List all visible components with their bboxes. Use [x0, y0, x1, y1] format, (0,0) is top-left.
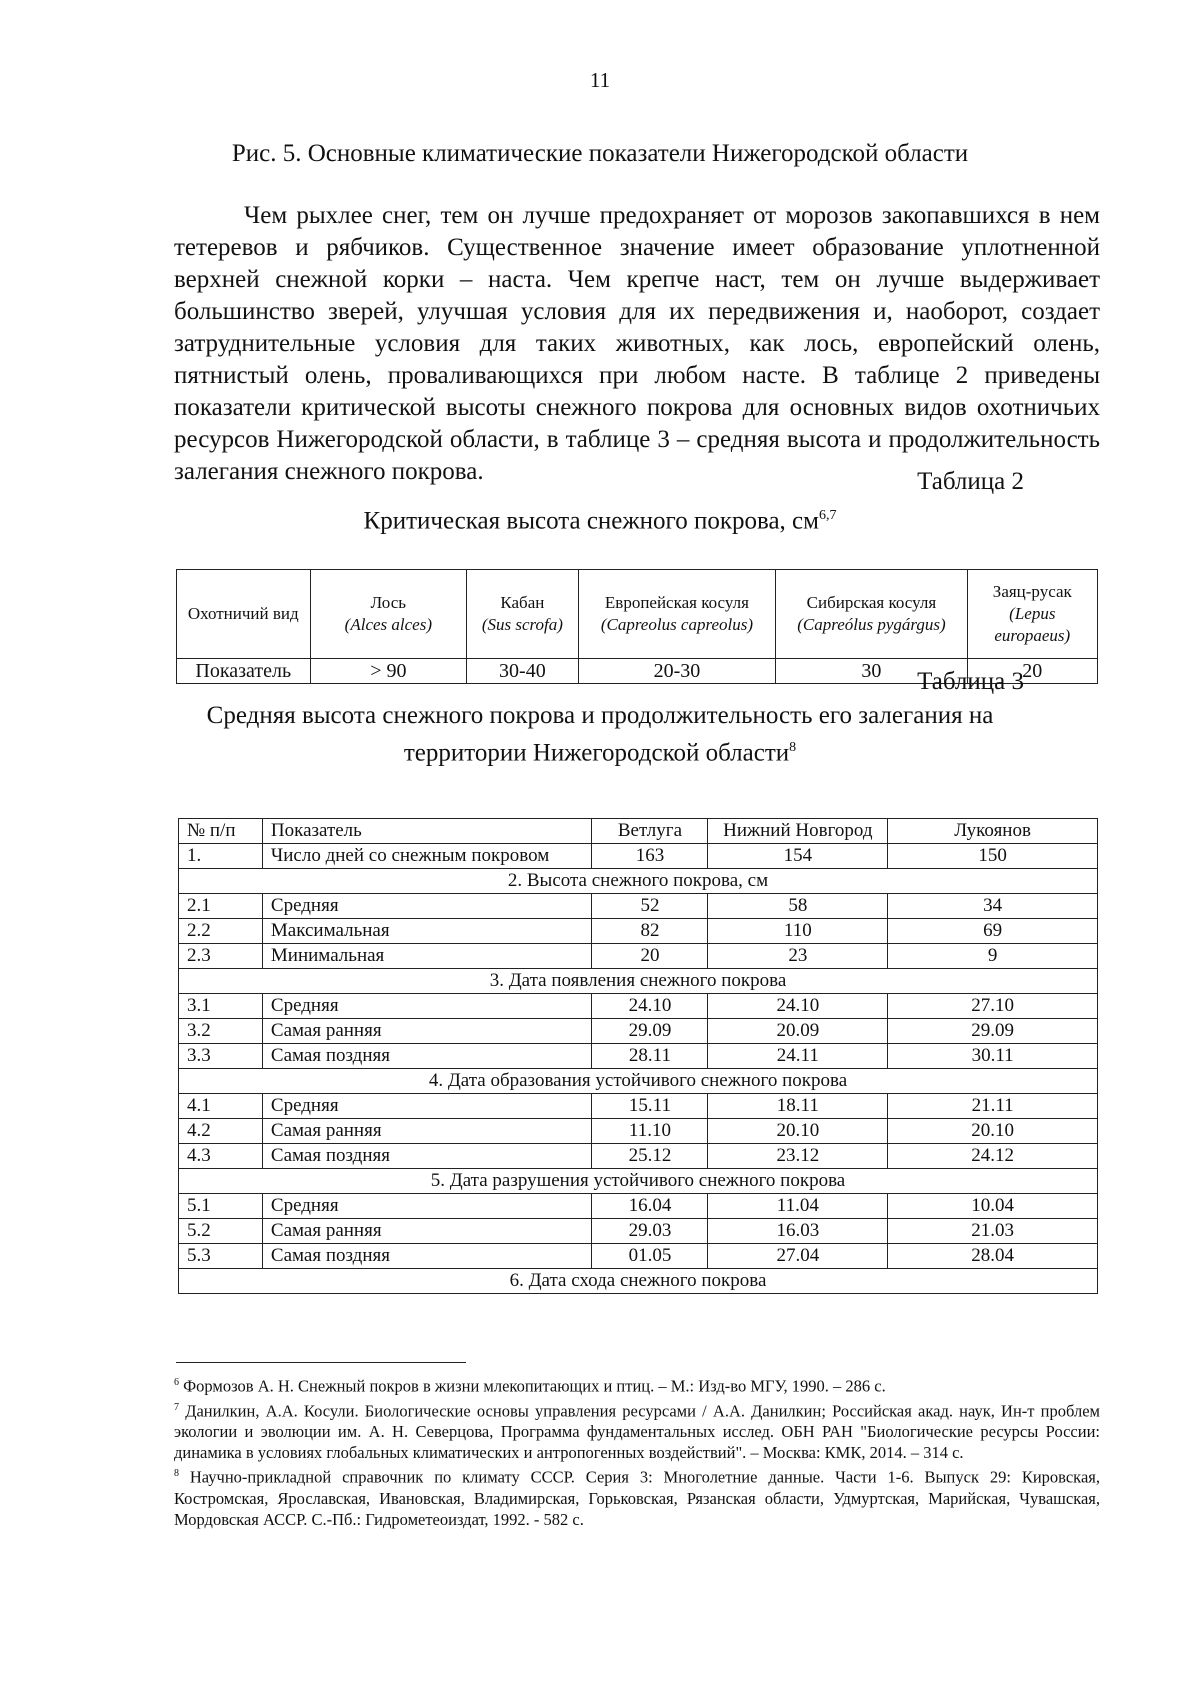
table2-cell: 30 — [776, 659, 967, 684]
table2-header-cell: Лось (Alces alces) — [310, 570, 467, 659]
table3-cell: 24.12 — [888, 1144, 1098, 1169]
table3-header-cell: Нижний Новгород — [708, 819, 888, 844]
table2-header-cell: Охотничий вид — [177, 570, 311, 659]
table3-cell: 3.1 — [179, 994, 263, 1019]
table3-cell: 20.10 — [708, 1119, 888, 1144]
table3-cell: 25.12 — [592, 1144, 708, 1169]
table3-cell: 20.10 — [888, 1119, 1098, 1144]
table-section-row — [179, 869, 1098, 894]
table3-cell: 28.04 — [888, 1244, 1098, 1269]
table2-cell: 20 — [967, 659, 1097, 684]
table3-cell: 15.11 — [592, 1094, 708, 1119]
table3-header-cell: Ветлуга — [592, 819, 708, 844]
table3-cell: 29.09 — [592, 1019, 708, 1044]
table-row — [179, 1044, 1098, 1069]
table2-cell: 30-40 — [467, 659, 578, 684]
footnotes — [174, 1372, 1100, 1530]
table3-cell: 5.2 — [179, 1219, 263, 1244]
table-row — [179, 1144, 1098, 1169]
table3-cell: 34 — [888, 894, 1098, 919]
table3-cell: Самая поздняя — [262, 1044, 592, 1069]
table3-cell: 58 — [708, 894, 888, 919]
table3-cell: 20.09 — [708, 1019, 888, 1044]
table3-cell: 28.11 — [592, 1044, 708, 1069]
critical-snow-depth-table — [176, 569, 1098, 684]
table3-cell: 82 — [592, 919, 708, 944]
table3-cell: 18.11 — [708, 1094, 888, 1119]
table3-header-cell: Лукоянов — [888, 819, 1098, 844]
table2-header-cell: Заяц-русак (Lepus europaeus) — [967, 570, 1097, 659]
table2-title — [0, 500, 1200, 537]
table-row — [179, 1094, 1098, 1119]
table-section-title: 5. Дата разрушения устойчивого снежного покрова — [179, 1169, 1098, 1194]
table2-footnote-ref: 6,7 — [818, 508, 837, 523]
table-section-title: 3. Дата появления снежного покрова — [179, 969, 1098, 994]
table-row — [179, 844, 1098, 869]
table-row — [179, 1219, 1098, 1244]
table3-cell: 2.2 — [179, 919, 263, 944]
table3-cell: Средняя — [262, 894, 592, 919]
table3-cell: 27.10 — [888, 994, 1098, 1019]
table3-cell: 23 — [708, 944, 888, 969]
table-section-title: 2. Высота снежного покрова, см — [179, 869, 1098, 894]
table-section-title: 4. Дата образования устойчивого снежного покрова — [179, 1069, 1098, 1094]
figure-caption: Рис. 5. Основные климатические показатели Нижегородской области — [231, 140, 969, 167]
table3-cell: 20 — [592, 944, 708, 969]
table3-title-line2: территории Нижегородской области — [403, 739, 790, 767]
table3-cell: 3.3 — [179, 1044, 263, 1069]
table3-cell: 16.04 — [592, 1194, 708, 1219]
table2-header-cell: Европейская косуля (Capreolus capreolus) — [578, 570, 776, 659]
table-row — [179, 994, 1098, 1019]
table3-cell: 21.11 — [888, 1094, 1098, 1119]
table3-cell: 9 — [888, 944, 1098, 969]
table2-label: Таблица 2 — [917, 468, 1024, 495]
table3-cell: Самая ранняя — [262, 1219, 592, 1244]
table3-cell: 1. — [179, 844, 263, 869]
table-row — [179, 1119, 1098, 1144]
table3-cell: 2.1 — [179, 894, 263, 919]
table3-cell: Самая поздняя — [262, 1244, 592, 1269]
table-row — [179, 1019, 1098, 1044]
table-row — [179, 919, 1098, 944]
table3-cell: 4.1 — [179, 1094, 263, 1119]
table3-cell: 11.04 — [708, 1194, 888, 1219]
table3-cell: Средняя — [262, 994, 592, 1019]
page-number: 11 — [589, 68, 611, 92]
table3-cell: 4.3 — [179, 1144, 263, 1169]
table3-cell: 24.10 — [708, 994, 888, 1019]
table3-cell: 110 — [708, 919, 888, 944]
table2-header-cell: Кабан (Sus scrofa) — [467, 570, 578, 659]
table3-cell: Самая ранняя — [262, 1019, 592, 1044]
table3-cell: 150 — [888, 844, 1098, 869]
footnote: $^6$ Формозов А. Н. Снежный покров в жизни млекопитающих и птиц. – М.: Изд-во МГУ, 1990. – 286 с. — [174, 1376, 886, 1396]
table3-cell: 3.2 — [179, 1019, 263, 1044]
table3-cell: 10.04 — [888, 1194, 1098, 1219]
table3-cell: 29.09 — [888, 1019, 1098, 1044]
table3-cell: Минимальная — [262, 944, 592, 969]
table3-cell: Самая поздняя — [262, 1144, 592, 1169]
table2-cell: > 90 — [310, 659, 467, 684]
table-row — [179, 894, 1098, 919]
table3-cell: 30.11 — [888, 1044, 1098, 1069]
table3-header-cell: № п/п — [179, 819, 263, 844]
table-row — [179, 1194, 1098, 1219]
table-section-row — [179, 1269, 1098, 1294]
footnote-divider — [176, 1362, 466, 1363]
table3-cell: Число дней со снежным покровом — [262, 844, 592, 869]
table-section-title: 6. Дата схода снежного покрова — [179, 1269, 1098, 1294]
snow-cover-table — [178, 818, 1098, 1294]
table3-header-row — [179, 819, 1098, 844]
table2-cell: Показатель — [177, 659, 311, 684]
table3-cell: 23.12 — [708, 1144, 888, 1169]
footnote: $^8$ Научно-прикладной справочник по климату СССР. Серия 3: Многолетние данные. Части 1-6. Выпуск 29: Кировская, Костромская, Ярославская, Ивановская, Владимирская, Горьковская, Рязанская области, Удмуртская, Марийская, Чувашская, Мордовская АССР. С.-Пб.: Гидрометеоиздат, 1992. - 582 с. — [174, 1467, 1100, 1529]
table3-header-cell: Показатель — [262, 819, 592, 844]
footnote: $^7$ Данилкин, А.А. Косули. Биологические основы управления ресурсами / А.А. Данилкин; Российская акад. наук, Ин-т проблем экологии и эволюции им. А. Н. Северцова, Программа фундаментальных исслед. ОБН РАН "Биологические ресурсы России: динамика в условиях глобальных климатических и антропогенных воздействий". – Москва: КМК, 2014. – 314 с. — [174, 1401, 1100, 1462]
table2-header-cell: Сибирская косуля (Capreólus pygárgus) — [776, 570, 967, 659]
table-section-row — [179, 1169, 1098, 1194]
table3-cell: Максимальная — [262, 919, 592, 944]
table3-cell: Самая ранняя — [262, 1119, 592, 1144]
table2-title-text: Критическая высота снежного покрова, см — [363, 507, 819, 535]
table3-cell: Средняя — [262, 1094, 592, 1119]
table3-cell: 24.11 — [708, 1044, 888, 1069]
table3-cell: 4.2 — [179, 1119, 263, 1144]
table3-cell: 11.10 — [592, 1119, 708, 1144]
table3-cell: 27.04 — [708, 1244, 888, 1269]
table3-cell: 16.03 — [708, 1219, 888, 1244]
table-section-row — [179, 969, 1098, 994]
table3-title — [0, 700, 1200, 769]
table3-cell: 5.3 — [179, 1244, 263, 1269]
table3-cell: 2.3 — [179, 944, 263, 969]
table3-title-line1: Средняя высота снежного покрова и продолжительность его залегания на — [206, 702, 994, 729]
table-row — [179, 944, 1098, 969]
table3-cell: 69 — [888, 919, 1098, 944]
table3-cell: 5.1 — [179, 1194, 263, 1219]
table3-cell: 24.10 — [592, 994, 708, 1019]
table3-label: Таблица 3 — [917, 668, 1024, 695]
table3-cell: 01.05 — [592, 1244, 708, 1269]
table3-footnote-ref: 8 — [789, 740, 797, 755]
table3-cell: 21.03 — [888, 1219, 1098, 1244]
table3-cell: 163 — [592, 844, 708, 869]
table-row — [179, 1244, 1098, 1269]
table3-cell: 52 — [592, 894, 708, 919]
table3-cell: 154 — [708, 844, 888, 869]
table-section-row — [179, 1069, 1098, 1094]
table3-cell: Средняя — [262, 1194, 592, 1219]
body-paragraph: Чем рыхлее снег, тем он лучше предохраняет от морозов закопавшихся в нем тетеревов и рябчиков. Существенное значение имеет образование уплотненной верхней снежной корки – наста. Чем крепче наст, тем он лучше выдерживает большинство зверей, улучшая условия для их передвижения и, наоборот, создает затруднительные условия для таких животных, как лось, европейский олень, пятнистый олень, проваливающихся при любом насте. В таблице 2 приведены показатели критической высоты снежного покрова для основных видов охотничьих ресурсов Нижегородской области, в таблице 3 – средняя высота и продолжительность залегания снежного покрова. — [174, 202, 1100, 485]
table2-header-row — [177, 570, 1098, 659]
table3-cell: 29.03 — [592, 1219, 708, 1244]
table2-cell: 20-30 — [578, 659, 776, 684]
